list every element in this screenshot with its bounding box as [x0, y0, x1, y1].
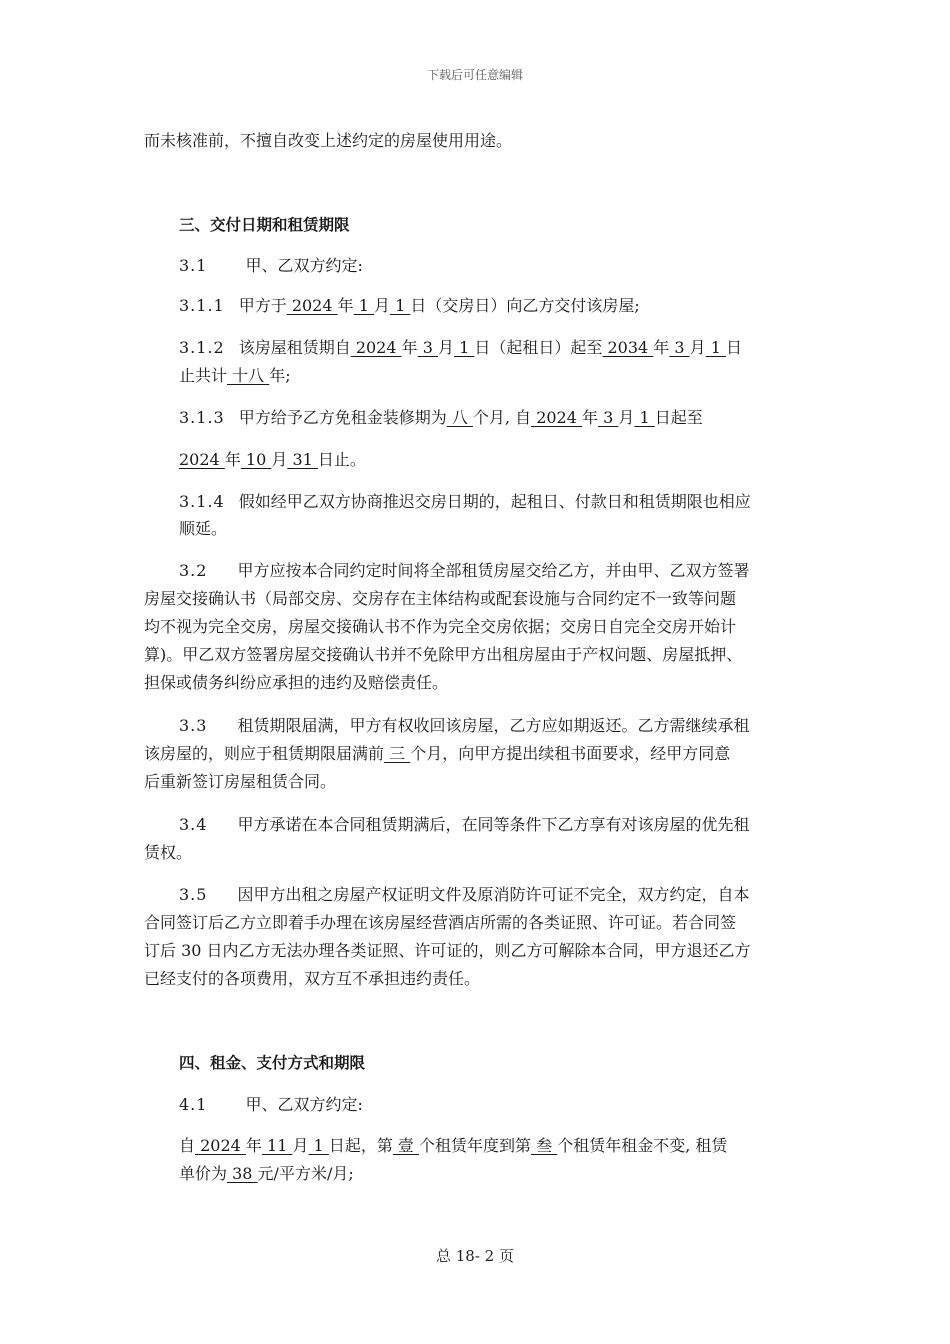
clause-3-1-4-line2: 顺延。	[179, 519, 228, 538]
day-label: 日	[726, 338, 743, 357]
month-label: 月	[271, 450, 288, 469]
unit-price: 38	[227, 1164, 258, 1183]
month-label: 月	[438, 338, 455, 357]
clause-text: 甲方给予乙方免租金装修期为	[238, 408, 447, 427]
delivery-month: 1	[353, 296, 374, 315]
section-3-title: 三、交付日期和租赁期限	[179, 216, 350, 234]
clause-3-2-line3: 均不视为完全交房，房屋交接确认书不作为完全交房依据；交房日自完全交房开始计	[144, 617, 737, 636]
clause-text: 租赁期限届满，甲方有权收回该房屋，乙方应如期返还。乙方需继续承租	[237, 716, 750, 735]
year-label: 年	[245, 1136, 262, 1155]
clause-3-3	[179, 716, 749, 736]
year-label: 年	[653, 338, 670, 357]
section-4-title: 四、租金、支付方式和期限	[179, 1054, 366, 1072]
start-day: 1	[454, 338, 475, 357]
page-footer: 总 18- 2 页	[435, 1247, 514, 1265]
month-label: 月	[292, 1136, 309, 1155]
clause-number: 3.5	[179, 885, 208, 904]
rent-free-start-day: 1	[634, 408, 655, 427]
clause-number: 3.4	[179, 815, 208, 834]
end-day: 1	[705, 338, 727, 357]
clause-number: 3.1.2	[179, 338, 225, 357]
clause-3-3-line3: 后重新签订房屋租赁合同。	[144, 772, 337, 791]
clause-text: 甲方于	[238, 296, 287, 315]
clause-3-5	[179, 885, 749, 905]
year-label: 年	[582, 408, 599, 427]
clause-3-2-line2: 房屋交接确认书（局部交房、交房存在主体结构或配套设施与合同约定不一致等问题	[144, 589, 737, 608]
clause-3-2	[179, 561, 749, 581]
year-label: 年	[224, 450, 241, 469]
clause-number: 3.3	[179, 716, 208, 735]
clause-4-1	[179, 1095, 363, 1115]
rent-free-end-month: 10	[240, 450, 272, 469]
month-label: 月	[374, 296, 391, 315]
clause-text: 元/平方米/月;	[257, 1164, 354, 1183]
rent-start-day: 1	[308, 1136, 329, 1155]
clause-3-1-4	[179, 492, 751, 512]
clause-3-3-line2	[144, 744, 730, 764]
delivery-year: 2024	[286, 296, 338, 315]
end-month: 3	[669, 338, 690, 357]
lease-year-to: 叁	[531, 1136, 558, 1155]
clause-text: 日（起租日）起至	[474, 338, 603, 357]
month-label: 月	[618, 408, 635, 427]
rent-free-start-month: 3	[598, 408, 619, 427]
clause-3-5-line3: 订后 30 日内乙方无法办理各类证照、许可证的，则乙方可解除本合同，甲方退还乙方	[144, 941, 751, 960]
clause-3-2-line4: 算)。甲乙双方签署房屋交接确认书并不免除甲方出租房屋由于产权问题、房屋抵押、	[144, 645, 743, 664]
clause-text: 该房屋的，则应于租赁期限届满前	[144, 744, 385, 763]
rent-free-end-day: 31	[287, 450, 318, 469]
clause-text: 日（交房日）向乙方交付该房屋;	[410, 296, 640, 315]
rent-clause	[179, 1136, 727, 1156]
clause-text: 个租赁年度到第	[419, 1136, 532, 1155]
clause-3-4	[179, 815, 749, 835]
clause-3-4-line2: 赁权。	[144, 843, 193, 862]
paragraph-continuation: 而未核准前，不擅自改变上述约定的房屋使用用途。	[144, 131, 513, 150]
clause-3-5-line4: 已经支付的各项费用，双方互不承担违约责任。	[144, 969, 481, 988]
start-year: 2024	[350, 338, 402, 357]
clause-number: 3.1.4	[179, 492, 225, 511]
clause-text: 年;	[269, 366, 291, 385]
rent-clause-line2	[179, 1164, 354, 1184]
clause-3-1-3-line2	[179, 450, 366, 470]
end-year: 2034	[602, 338, 654, 357]
clause-number: 3.2	[179, 561, 208, 580]
year-label: 年	[337, 296, 354, 315]
clause-3-1-3	[179, 408, 703, 428]
clause-text: 甲方承诺在本合同租赁期满后，在同等条件下乙方享有对该房屋的优先租	[237, 815, 750, 834]
year-label: 年	[401, 338, 418, 357]
lease-year-from: 壹	[392, 1136, 420, 1155]
clause-text: 日起至	[654, 408, 703, 427]
clause-text: 个租赁年租金不变, 租赁	[557, 1136, 728, 1155]
clause-number: 3.1.1	[179, 296, 225, 315]
month-label: 月	[689, 338, 706, 357]
clause-3-1	[179, 256, 363, 276]
clause-text: 止共计	[179, 366, 228, 385]
rent-free-months: 八	[446, 408, 473, 427]
rent-free-start-year: 2024	[531, 408, 582, 427]
clause-text: 甲、乙双方约定:	[245, 256, 363, 275]
delivery-day: 1	[390, 296, 411, 315]
clause-3-1-2-line2	[179, 366, 291, 386]
clause-number: 4.1	[179, 1095, 208, 1114]
clause-3-2-line5: 担保或债务纠纷应承担的违约及赔偿责任。	[144, 673, 449, 692]
clause-text: 假如经甲乙双方协商推迟交房日期的，起租日、付款日和租赁期限也相应	[238, 492, 751, 511]
renewal-notice-months: 三	[384, 744, 411, 763]
clause-text: 个月，向甲方提出续租书面要求，经甲方同意	[410, 744, 731, 763]
rent-free-end-year: 2024	[179, 450, 225, 469]
rent-start-month: 11	[261, 1136, 293, 1155]
clause-text: 甲方应按本合同约定时间将全部租赁房屋交给乙方，并由甲、乙双方签署	[237, 561, 750, 580]
start-month: 3	[417, 338, 438, 357]
clause-text: 日起，第	[328, 1136, 393, 1155]
clause-text: 日止。	[317, 450, 366, 469]
clause-text: 个月, 自	[472, 408, 532, 427]
clause-3-1-1	[179, 296, 640, 316]
clause-text: 甲、乙双方约定:	[245, 1095, 363, 1114]
clause-text: 因甲方出租之房屋产权证明文件及原消防许可证不完全，双方约定，自本	[237, 885, 750, 904]
lease-total-years: 十八	[227, 366, 270, 385]
clause-3-5-line2: 合同签订后乙方立即着手办理在该房屋经营酒店所需的各类证照、许可证。若合同签	[144, 913, 737, 932]
clause-number: 3.1.3	[179, 408, 225, 427]
rent-start-year: 2024	[195, 1136, 246, 1155]
page-header: 下载后可任意编辑	[426, 68, 523, 82]
clause-text: 单价为	[179, 1164, 228, 1183]
clause-number: 3.1	[179, 256, 208, 275]
clause-text: 自	[179, 1136, 196, 1155]
clause-3-1-2	[179, 338, 742, 358]
clause-text: 该房屋租赁期自	[238, 338, 351, 357]
